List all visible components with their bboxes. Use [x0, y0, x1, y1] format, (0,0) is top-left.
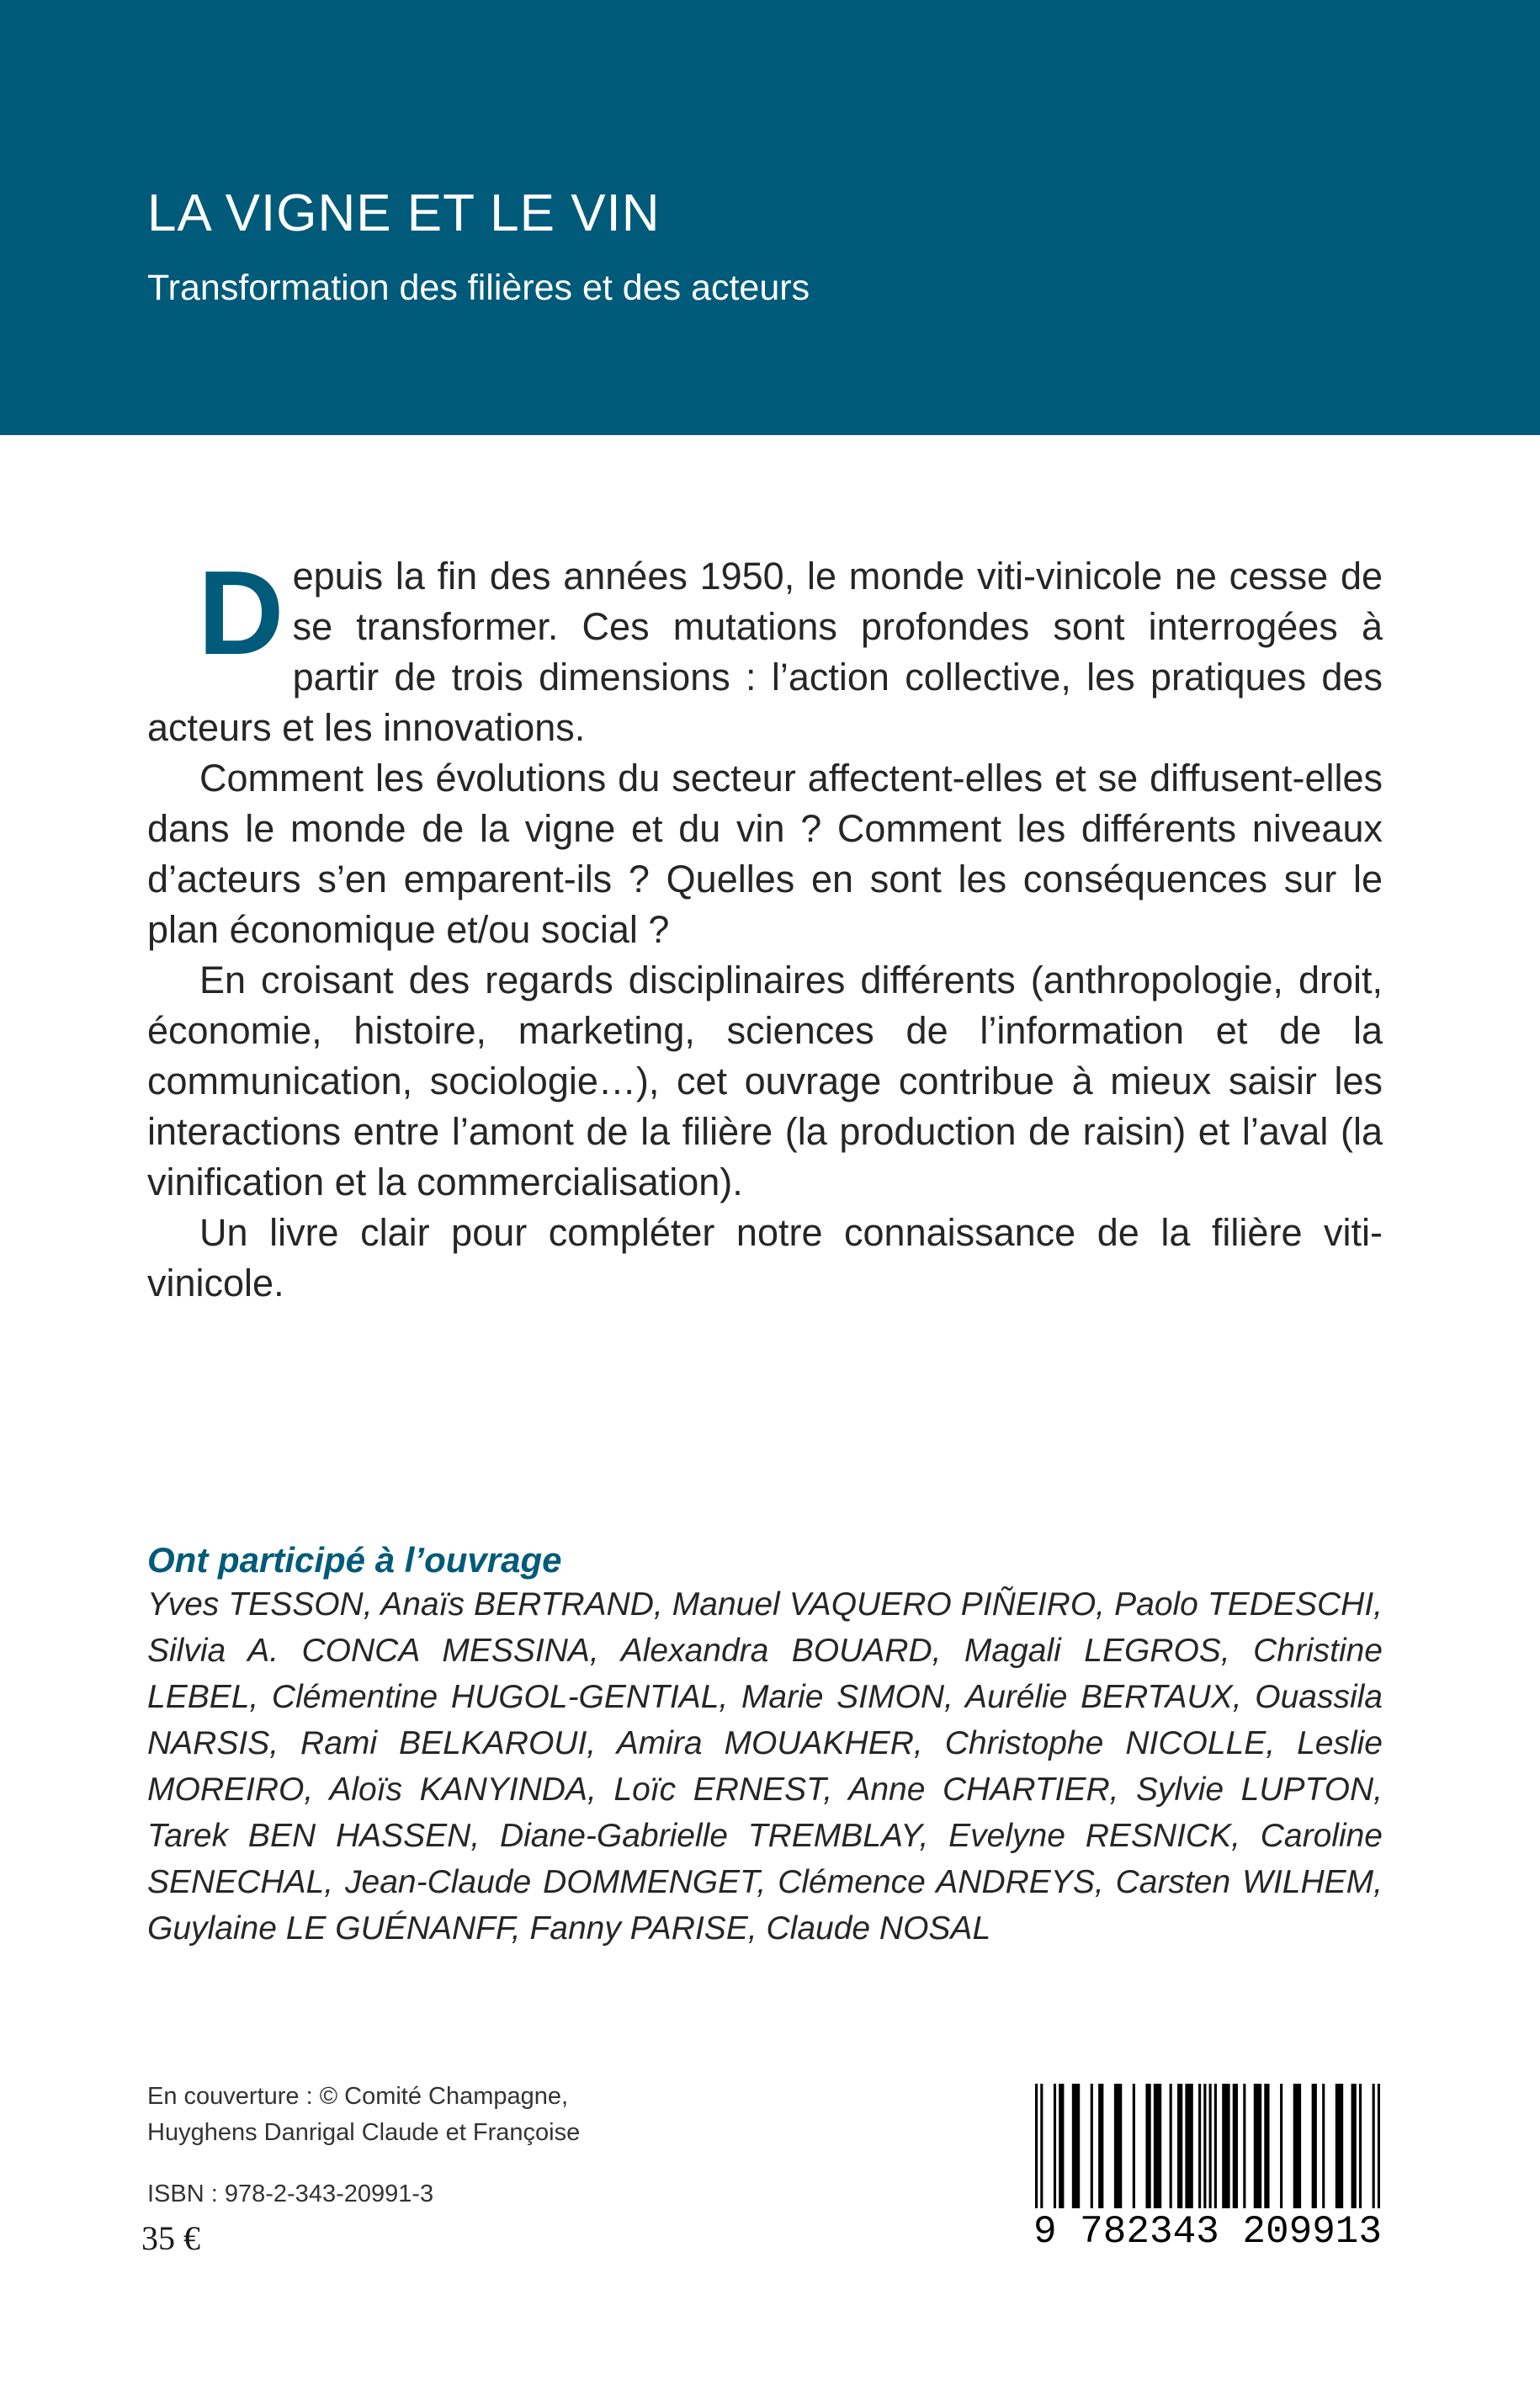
book-title: LA VIGNE ET LE VIN [147, 184, 661, 242]
barcode-bar [1040, 2084, 1043, 2208]
barcode-bar [1293, 2084, 1301, 2208]
isbn: ISBN : 978-2-343-20991-3 [147, 2180, 434, 2207]
barcode-bar [1091, 2084, 1093, 2208]
barcode-bar [1322, 2084, 1325, 2208]
barcode-bar [1351, 2084, 1357, 2208]
barcode-bar [1133, 2084, 1135, 2208]
barcode-bar [1214, 2084, 1217, 2208]
barcode-bar [1222, 2084, 1229, 2208]
barcode-bar [1243, 2084, 1245, 2208]
drop-cap: D [198, 546, 284, 680]
barcode-bar [1264, 2084, 1269, 2208]
barcode-bar [1035, 2084, 1038, 2208]
barcode-bar [1185, 2084, 1192, 2208]
barcode-bar [1378, 2084, 1380, 2208]
barcode-bar [1280, 2084, 1282, 2208]
barcode-bar [1054, 2084, 1056, 2208]
barcode-bar [1059, 2084, 1064, 2208]
barcode-bar [1114, 2084, 1122, 2208]
price: 35 € [141, 2219, 200, 2257]
barcode-bar [1359, 2084, 1362, 2208]
book-subtitle: Transformation des filières et des acteurs [147, 268, 810, 308]
barcode-bar [1154, 2084, 1161, 2208]
summary-paragraph-1 [147, 546, 1383, 753]
barcode-bar [1373, 2084, 1375, 2208]
summary-paragraph-3: En croisant des regards disciplinaires différents (anthropologie, droit, économie, histoire, marketing, sciences de l’information et de la communication, sociologie…), cet ouvrage contribue à mieux saisir les interactions entre l’amont de la filière (la production de raisin) et l’aval (la vinification et la commercialisation). [147, 959, 1383, 1203]
barcode-bars [1031, 2084, 1384, 2208]
barcode-bar [1177, 2084, 1182, 2208]
barcode-bar [1098, 2084, 1103, 2208]
cover-credit-line-1: En couverture : © Comité Champagne, [147, 2083, 569, 2110]
barcode-bar [1203, 2084, 1206, 2208]
header-band [0, 0, 1540, 435]
contributors-section [147, 1539, 1383, 1952]
barcode-bar [1145, 2084, 1150, 2208]
summary-paragraph-2: Comment les évolutions du secteur affectent-elles et se diffusent-elles dans le monde de la vigne et du vin ? Comment les différents niveaux d’acteurs s’en emparent-ils ? Quelles en sont les conséquences sur le plan économique et/ou social ? [147, 757, 1383, 951]
contributors-heading: Ont participé à l’ouvrage [147, 1540, 562, 1580]
summary-paragraph-1-text: epuis la fin des années 1950, le monde viti-vinicole ne cesse de se transformer. Ces mutations profondes sont interrogées à partir de trois dimensions : l’action collective, les pratiques des acteurs et les innovations. [147, 555, 1383, 749]
barcode-digits: 9 782343 209913 [1033, 2210, 1383, 2254]
cover-credit-line-2: Huyghens Danrigal Claude et Françoise [147, 2119, 581, 2146]
barcode-bar [1233, 2084, 1238, 2208]
barcode-bar [1336, 2084, 1343, 2208]
barcode [1031, 2084, 1384, 2260]
summary-text [147, 546, 1383, 1309]
barcode-bar [1072, 2084, 1080, 2208]
barcode-bar [1170, 2084, 1172, 2208]
contributors-list: Yves TESSON, Anaïs BERTRAND, Manuel VAQUERO PIÑEIRO, Paolo TEDESCHI, Silvia A. CONCA MESSINA, Alexandra BOUARD, Magali LEGROS, Christine LEBEL, Clémentine HUGOL-GENTIAL, Marie SIMON, Aurélie BERTAUX, Ouassila NARSIS, Rami BELKAROUI, Amira MOUAKHER, Christophe NICOLLE, Leslie MOREIRO, Aloïs KANYINDA, Loïc ERNEST, Anne CHARTIER, Sylvie LUPTON, Tarek BEN HASSEN, Diane-Gabrielle TREMBLAY, Evelyne RESNICK, Caroline SENECHAL, Jean-Claude DOMMENGET, Clémence ANDREYS, Carsten WILHEM, Guylaine LE GUÉNANFF, Fanny PARISE, Claude NOSAL [147, 1586, 1383, 1947]
barcode-bar [1198, 2084, 1201, 2208]
barcode-bar [1312, 2084, 1317, 2208]
barcode-bar [1254, 2084, 1261, 2208]
barcode-bar [1209, 2084, 1212, 2208]
summary-paragraph-4: Un livre clair pour compléter notre connaissance de la filière viti-vinicole. [147, 1211, 1383, 1304]
cover-credit [147, 2079, 652, 2151]
